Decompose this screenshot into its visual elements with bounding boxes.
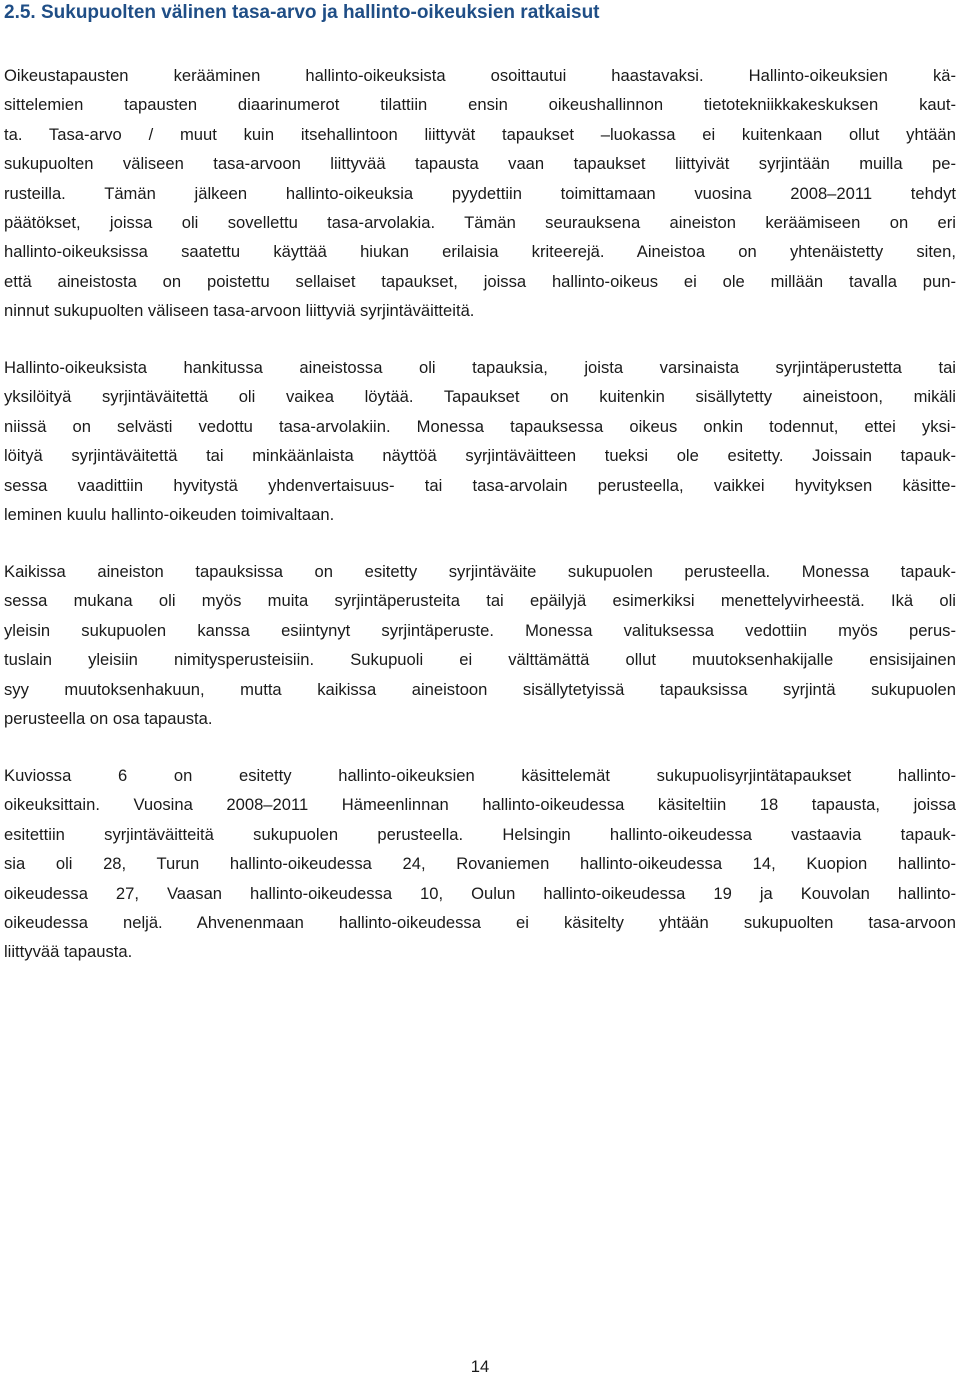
paragraph-line: oikeudessa neljä. Ahvenenmaan hallinto-oikeudessa ei käsitelty yhtään sukupuolten tasa-arvoon [4,912,956,932]
paragraph-line: oikeuksittain. Vuosina 2008–2011 Hämeenlinnan hallinto-oikeudessa käsiteltiin 18 tapausta, joissa [4,795,956,815]
paragraph-2 [4,353,956,529]
paragraph-line: sittelemien tapausten diaarinumerot tilattiin ensin oikeushallinnon tietotekniikkakeskuksen kaut- [4,95,956,115]
paragraph-line: Hallinto-oikeuksista hankitussa aineistossa oli tapauksia, joista varsinaista syrjintäperustetta tai [4,358,956,377]
paragraph-line: oikeudessa 27, Vaasan hallinto-oikeudessa 10, Oulun hallinto-oikeudessa 19 ja Kouvolan hallinto- [4,883,956,903]
paragraph-line: sessa mukana oli myös muita syrjintäperusteita tai epäilyjä esimerkiksi menettelyvirheestä. Ikä oli [4,591,956,611]
paragraph-line: yleisin sukupuolen kanssa esiintynyt syrjintäperuste. Monessa valituksessa vedottiin myös perus- [4,620,956,640]
paragraph-line: päätökset, joissa oli sovellettu tasa-arvolakia. Tämän seurauksena aineiston keräämiseen on eri [4,212,956,232]
paragraph-line: sessa vaadittiin hyvitystä yhdenvertaisuus- tai tasa-arvolain perusteella, vaikkei hyvityksen käsitte- [4,475,956,495]
paragraph-line: liittyvää tapausta. [4,942,133,962]
paragraph-line: Kaikissa aineiston tapauksissa on esitetty syrjintäväite sukupuolen perusteella. Monessa tapauk- [4,562,956,581]
paragraph-line: niissä on selvästi vedottu tasa-arvolakiin. Monessa tapauksessa oikeus onkin todennut, ettei yksi- [4,416,956,436]
paragraph-line: Oikeustapausten kerääminen hallinto-oikeuksista osoittautui haastavaksi. Hallinto-oikeuksien kä- [4,66,956,85]
paragraph-line: sia oli 28, Turun hallinto-oikeudessa 24, Rovaniemen hallinto-oikeudessa 14, Kuopion hallinto- [4,854,956,874]
paragraph-line: yksilöityä syrjintäväitettä oli vaikea löytää. Tapaukset on kuitenkin sisällytetty aineistoon, mikäli [4,387,956,407]
paragraph-line: syy muutoksenhakuun, mutta kaikissa aineistoon sisällytetyissä tapauksissa syrjintä sukupuolen [4,679,956,699]
paragraph-line: sukupuolten väliseen tasa-arvoon liittyvää tapausta vaan tapaukset liittyivät syrjintään muilla pe- [4,154,956,174]
section-heading: 2.5. Sukupuolten välinen tasa-arvo ja hallinto-oikeuksien ratkaisut [4,2,600,23]
paragraph-line: Kuviossa 6 on esitetty hallinto-oikeuksien käsittelemät sukupuolisyrjintätapaukset hallinto- [4,766,956,785]
paragraph-line: ninnut sukupuolten väliseen tasa-arvoon liittyviä syrjintäväitteitä. [4,301,475,321]
paragraph-line: löityä syrjintäväitettä tai minkäänlaista näyttöä syrjintäväitteen tueksi ole esitetty. Joissain tapauk- [4,446,956,466]
paragraph-line: esitettiin syrjintäväitteitä sukupuolen perusteella. Helsingin hallinto-oikeudessa vastaavia tapauk- [4,824,956,844]
paragraph-3 [4,557,956,733]
paragraph-line: leminen kuulu hallinto-oikeuden toimivaltaan. [4,504,335,524]
paragraph-4 [4,761,956,967]
paragraph-line: hallinto-oikeuksissa saatettu käyttää hiukan erilaisia kriteerejä. Aineistoa on yhtenäistetty siten, [4,242,956,262]
paragraph-line: perusteella on osa tapausta. [4,708,213,728]
paragraph-1 [4,61,956,326]
paragraph-line: tuslain yleisiin nimitysperusteisiin. Sukupuoli ei välttämättä ollut muutoksenhakijalle ensisijainen [4,650,956,670]
paragraph-line: rusteilla. Tämän jälkeen hallinto-oikeuksia pyydettiin toimittamaan vuosina 2008–2011 tehdyt [4,183,956,203]
page-number: 14 [470,1357,490,1376]
paragraph-line: ta. Tasa-arvo / muut kuin itsehallintoon liittyvät tapaukset –luokassa ei kuitenkaan ollut yhtään [4,124,956,144]
paragraph-line: että aineistosta on poistettu sellaiset tapaukset, joissa hallinto-oikeus ei ole millään tavalla pun- [4,271,956,291]
